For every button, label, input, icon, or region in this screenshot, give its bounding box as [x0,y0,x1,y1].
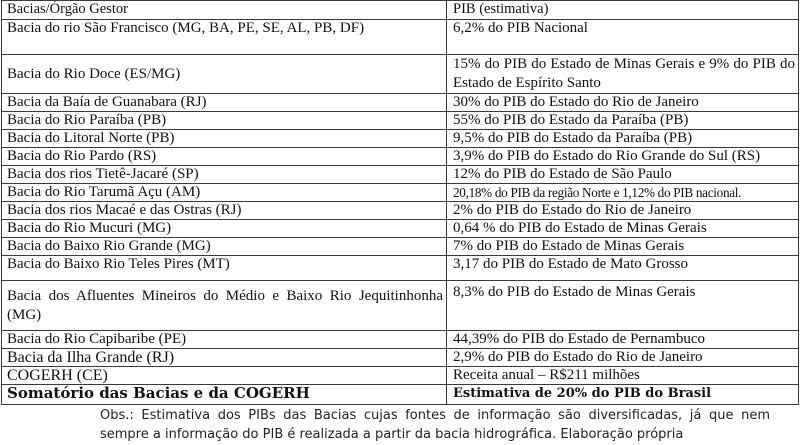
table-row [2,202,799,220]
gdp-cell: 0,64 % do PIB do Estado de Minas Gerais [447,220,799,238]
total-label: Somatório das Bacias e da COGERH [2,385,447,405]
basin-cell: Bacia do Rio Pardo (RS) [2,148,447,166]
basin-cell: Bacia do Rio Capibaribe (PE) [2,331,447,349]
gdp-cell: 7% do PIB do Estado de Minas Gerais [447,238,799,256]
gdp-table [1,0,799,405]
gdp-cell: 20,18% do PIB da região Norte e 1,12% do PIB nacional. [447,184,799,202]
gdp-cell: 2% do PIB do Estado do Rio de Janeiro [447,202,799,220]
basin-cell: Bacia dos Afluentes Mineiros do Médio e Baixo Rio Jequitinhonha (MG) [2,281,447,331]
basin-cell: Bacia do Rio Doce (ES/MG) [2,55,447,94]
basin-cell: Bacia do rio São Francisco (MG, BA, PE, SE, AL, PB, DF) [2,20,447,55]
gdp-cell: 3,17 do PIB do Estado de Mato Grosso [447,256,799,281]
table-row [2,184,799,202]
header-gdp: PIB (estimativa) [447,1,799,20]
gdp-cell: 55% do PIB do Estado da Paraíba (PB) [447,112,799,130]
basin-cell: Bacia dos rios Macaé e das Ostras (RJ) [2,202,447,220]
gdp-cell: Receita anual – R$211 milhões [447,367,799,385]
table-row [2,331,799,349]
table-row [2,220,799,238]
basin-cell: Bacia do Rio Tarumã Açu (AM) [2,184,447,202]
table-row [2,166,799,184]
basin-cell: Bacia dos rios Tietê-Jacaré (SP) [2,166,447,184]
basin-cell: Bacia do Rio Paraíba (PB) [2,112,447,130]
basin-cell: Bacia do Baixo Rio Grande (MG) [2,238,447,256]
table-row [2,55,799,94]
gdp-cell: 12% do PIB do Estado de São Paulo [447,166,799,184]
gdp-cell: 9,5% do PIB do Estado da Paraíba (PB) [447,130,799,148]
gdp-cell: 30% do PIB do Estado do Rio de Janeiro [447,94,799,112]
table-row [2,112,799,130]
gdp-cell: 15% do PIB do Estado de Minas Gerais e 9% do PIB do Estado de Espírito Santo [447,55,799,94]
table-row [2,130,799,148]
basin-cell: Bacia do Baixo Rio Teles Pires (MT) [2,256,447,281]
table-header-row [2,1,799,20]
table-row [2,256,799,281]
header-basin: Bacias/Órgão Gestor [2,1,447,20]
gdp-cell: 8,3% do PIB do Estado de Minas Gerais [447,281,799,331]
basin-cell: Bacia da Ilha Grande (RJ) [2,349,447,367]
total-value: Estimativa de 20% do PIB do Brasil [447,385,799,405]
basin-cell: Bacia do Litoral Norte (PB) [2,130,447,148]
gdp-cell: 6,2% do PIB Nacional [447,20,799,55]
table-total-row [2,385,799,405]
gdp-cell: 2,9% do PIB do Estado do Rio de Janeiro [447,349,799,367]
gdp-cell: 3,9% do PIB do Estado do Rio Grande do Sul (RS) [447,148,799,166]
gdp-cell: 44,39% do PIB do Estado de Pernambuco [447,331,799,349]
table-row [2,94,799,112]
basin-cell: Bacia da Baía de Guanabara (RJ) [2,94,447,112]
table-row [2,281,799,331]
table-row [2,148,799,166]
table-row [2,367,799,385]
footnote: Obs.: Estimativa dos PIBs das Bacias cujas fontes de informação são diversificadas, já que nem sempre a informação do PIB é realizada a partir da bacia hidrográfica. Elaboração própria [100,408,770,442]
table-row [2,20,799,55]
table-row [2,238,799,256]
table-row [2,349,799,367]
basin-cell: COGERH (CE) [2,367,447,385]
basin-cell: Bacia do Rio Mucuri (MG) [2,220,447,238]
